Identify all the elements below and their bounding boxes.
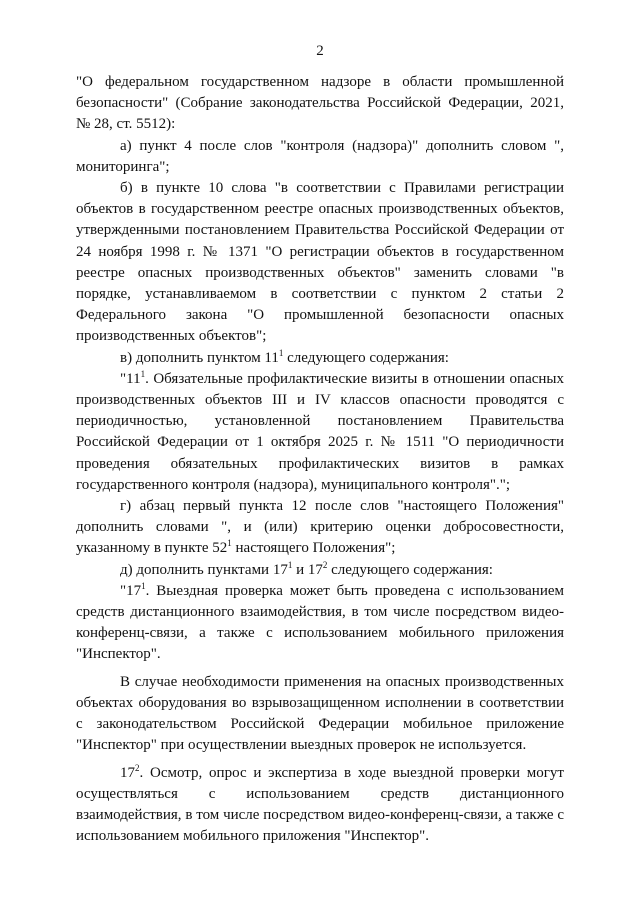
- paragraph-item-d: [76, 560, 564, 581]
- page-number: 2: [316, 43, 324, 59]
- paragraph-clause-17-1: [76, 581, 564, 666]
- clause-11-1-superscript: 1: [140, 368, 146, 379]
- item-v-superscript: 1: [278, 347, 284, 358]
- paragraph-item-b: б) в пункте 10 слова "в соответствии с Правилами регистрации объектов в государственном реестре опасных производственных объектов, утвержденными постановлением Правительства Российской Федерации от 24 ноября 1998 г. № 1371 "О регистрации объектов в государственном реестре опасных производственных объектов" заменить словами "в порядке, устанавливаемом в соответствии с пунктом 2 статьи 2 Федерального закона "О промышленной безопасности опасных производственных объектов";: [76, 180, 564, 345]
- paragraph-item-v: [76, 348, 564, 369]
- paragraph-item-g: [76, 496, 564, 560]
- clause-11-1-text-start: "11: [120, 370, 141, 387]
- paragraph-item-a: а) пункт 4 после слов "контроля (надзора)" дополнить словом ", мониторинга";: [76, 137, 564, 175]
- clause-17-1-text-start: "17: [120, 582, 142, 599]
- item-g-superscript: 1: [227, 538, 232, 549]
- clause-17-2-superscript: 2: [135, 762, 140, 773]
- paragraph-intro: "О федеральном государственном надзоре в области промышленной безопасности" (Собрание законодательства Российской Федерации, 2021, № 28, ст. 5512):: [76, 74, 564, 133]
- item-g-text-start: г) абзац первый пункта 12 после слов "настоящего Положения" дополнить словами ", и (или) критерию оценки добросовестности, указанному в пункте 52: [76, 498, 564, 557]
- clause-17-2-text-start: 17: [120, 764, 135, 781]
- item-d-superscript-1: 1: [287, 559, 293, 570]
- paragraph-explosion-proof: В случае необходимости применения на опасных производственных объектах оборудования во взрывозащищенном исполнении в соответствии с законодательством Российской Федерации мобильное приложение "Инспектор" при осуществлении выездных проверок не используется.: [76, 673, 564, 754]
- item-v-text-end: следующего содержания:: [283, 349, 449, 366]
- paragraph-clause-11-1: [76, 369, 564, 496]
- item-v-text-start: в) дополнить пунктом 11: [120, 349, 279, 366]
- document-body: [76, 72, 564, 847]
- paragraph-clause-17-2: [76, 763, 564, 848]
- clause-17-1-superscript: 1: [141, 580, 146, 591]
- item-d-text-b: и 17: [292, 561, 323, 578]
- item-g-text-end: настоящего Положения";: [231, 540, 396, 557]
- item-d-text-a: д) дополнить пунктами 17: [120, 561, 288, 578]
- clause-11-1-text-end: . Обязательные профилактические визиты в отношении опасных производственных объектов III и IV классов опасности проводятся с периодичностью, установленной постановлением Правительства Российской Федерации от 1 октября 2025 г. № 1511 "О периодичности проведения обязательных профилактических визитов в рамках государственного контроля (надзора), муниципального контроля".";: [76, 370, 564, 493]
- item-d-text-c: следующего содержания:: [327, 561, 493, 578]
- clause-17-1-text-end: . Выездная проверка может быть проведена с использованием средств дистанционного взаимодействия, в том числе посредством видео-конференц-связи, а также с использованием мобильного приложения "Инспектор".: [76, 582, 564, 663]
- clause-17-2-text-end: . Осмотр, опрос и экспертиза в ходе выездной проверки могут осуществляться с использованием средств дистанционного взаимодействия, в том числе посредством видео-конференц-связи, а также с использованием мобильного приложения "Инспектор".: [76, 764, 564, 845]
- item-d-superscript-2: 2: [322, 559, 328, 570]
